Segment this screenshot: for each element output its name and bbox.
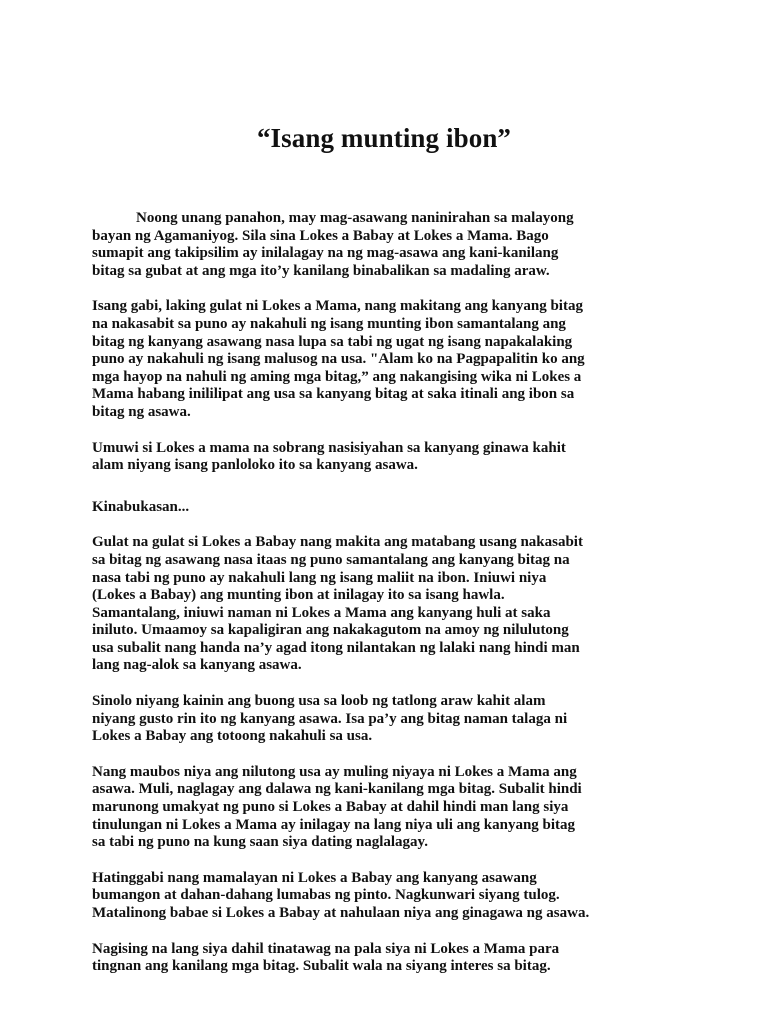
paragraph-3 (92, 440, 692, 475)
text-line: tingnan ang kanilang mga bitag. Subalit wala na siyang interes sa bitag. (92, 958, 551, 975)
paragraph-6 (92, 693, 692, 746)
text-line: Nagising na lang siya dahil tinatawag na pala siya ni Lokes a Mama para (92, 940, 560, 957)
text-line: Kinabukasan... (92, 498, 190, 515)
paragraph-2 (92, 298, 692, 421)
text-line: sa tabi ng puno na kung saan siya dating naglalagay. (92, 834, 428, 851)
text-line: puno ay nakahuli ng isang malusog na usa. "Alam ko na Pagpapalitin ko ang (92, 351, 585, 368)
text-line: marunong umakyat ng puno si Lokes a Babay at dahil hindi man lang siya (92, 799, 569, 816)
text-line: Matalinong babae si Lokes a Babay at nahulaan niya ang ginagawa ng asawa. (92, 905, 590, 921)
text-line: Lokes a Babay ang totoong nakahuli sa usa. (92, 728, 373, 745)
text-line: bitag ng asawa. (92, 403, 191, 420)
text-line: mga hayop na nahuli ng aming mga bitag,” ang nakangising wika ni Lokes a (92, 368, 582, 385)
text-line: Nang maubos niya ang nilutong usa ay muling niyaya ni Lokes a Mama ang (92, 763, 577, 780)
text-line: sa bitag ng asawang nasa itaas ng puno samantalang ang kanyang bitag na (92, 551, 570, 568)
text-line: na nakasabit sa puno ay nakahuli ng isang munting ibon samantalang ang (92, 315, 566, 332)
text-line: Isang gabi, laking gulat ni Lokes a Mama, nang makitang ang kanyang bitag (92, 298, 583, 315)
text-line: sumapit ang takipsilim ay inilalagay na ng mag-asawa ang kani-kanilang (92, 245, 559, 262)
text-line: iniluto. Umaamoy sa kapaligiran ang nakakagutom na amoy ng nilulutong (92, 622, 569, 639)
text-line: Noong unang panahon, may mag-asawang naninirahan sa malayong (136, 210, 574, 226)
text-line: Samantalang, iniuwi naman ni Lokes a Mama ang kanyang huli at saka (92, 604, 551, 621)
text-line: niyang gusto rin ito ng kanyang asawa. Isa pa’y ang bitag naman talaga ni (92, 710, 568, 727)
text-line: bitag ng kanyang asawang nasa lupa sa tabi ng ugat ng isang napakalaking (92, 333, 573, 350)
text-line: (Lokes a Babay) ang munting ibon at inilagay ito sa isang hawla. (92, 587, 505, 604)
text-line: Sinolo niyang kainin ang buong usa sa loob ng tatlong araw kahit alam (92, 693, 546, 710)
text-line: alam niyang isang panloloko ito sa kanyang asawa. (92, 457, 418, 474)
text-line: bayan ng Agamaniyog. Sila sina Lokes a Babay at Lokes a Mama. Bago (92, 227, 549, 244)
text-line: Umuwi si Lokes a mama na sobrang nasisiyahan sa kanyang ginawa kahit (92, 439, 566, 456)
text-line: Mama habang inililipat ang usa sa kanyang bitag at saka itinali ang ibon sa (92, 386, 575, 403)
paragraph-5 (92, 534, 692, 675)
text-line: Hatinggabi nang mamalayan ni Lokes a Babay ang kanyang asawang (92, 869, 537, 886)
paragraph-7 (92, 764, 692, 852)
text-line: lang nag-alok sa kanyang asawa. (92, 657, 302, 674)
text-line: bumangon at dahan-dahang lumabas ng pinto. Nagkunwari siyang tulog. (92, 887, 560, 904)
paragraph-8 (92, 870, 692, 923)
paragraph-kinabukasan (92, 499, 692, 517)
text-line: nasa tabi ng puno ay nakahuli lang ng isang maliit na ibon. Iniuwi niya (92, 569, 547, 586)
text-line: asawa. Muli, naglagay ang dalawa ng kani-kanilang mga bitag. Subalit hindi (92, 781, 582, 798)
document-title: “Isang munting ibon” (256, 123, 512, 153)
paragraph-1 (92, 210, 692, 280)
paragraph-9 (92, 941, 692, 976)
text-line: usa subalit nang handa na’y agad itong nilantakan ng lalaki nang hindi man (92, 639, 580, 656)
document-body (92, 210, 692, 994)
text-line: Gulat na gulat si Lokes a Babay nang makita ang matabang usang nakasabit (92, 534, 583, 551)
text-line: tinulungan ni Lokes a Mama ay inilagay na lang niya uli ang kanyang bitag (92, 816, 576, 833)
text-line: bitag sa gubat at ang mga ito’y kanilang binabalikan sa madaling araw. (92, 262, 550, 279)
